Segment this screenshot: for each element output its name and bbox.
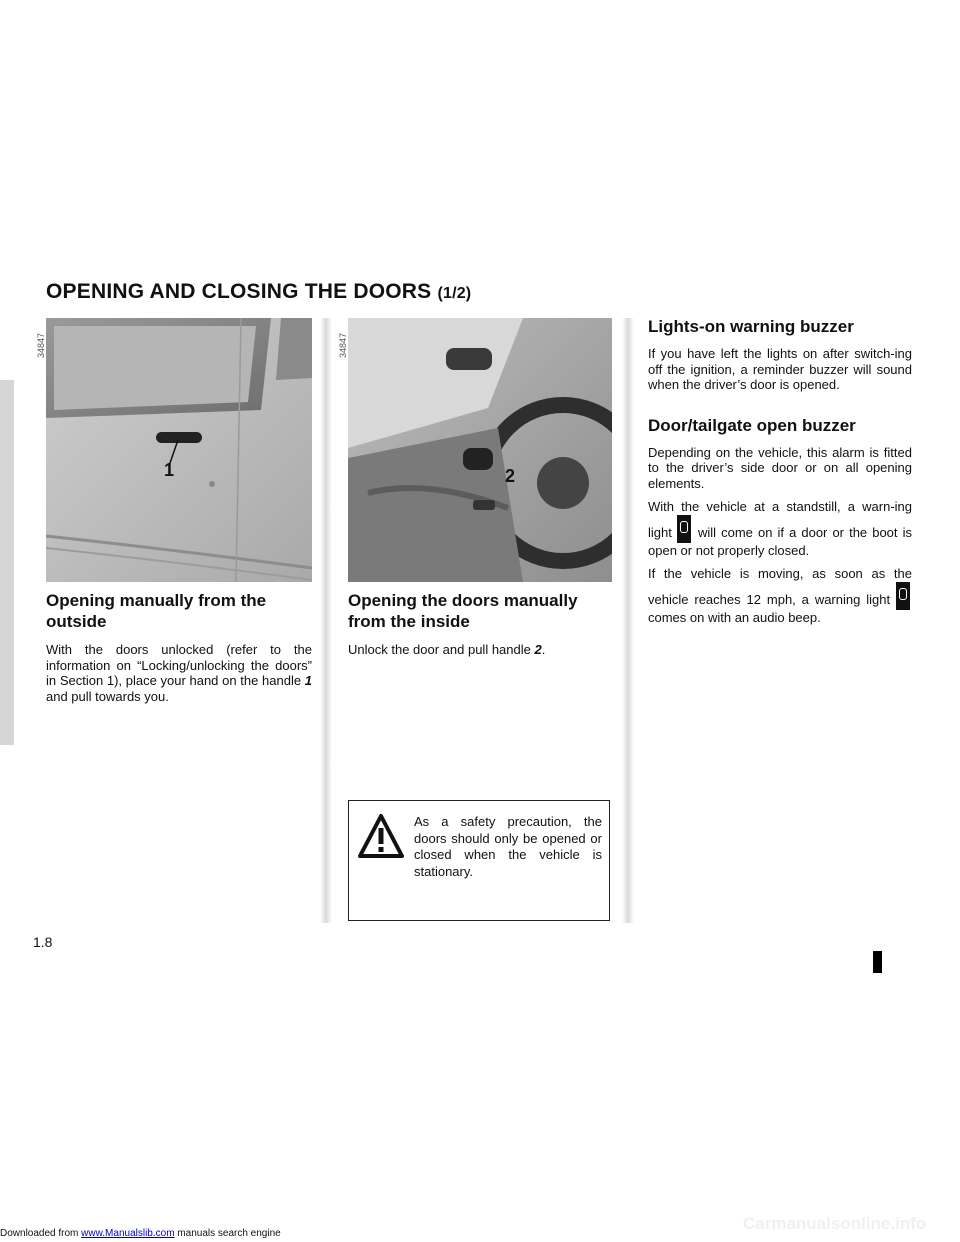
door-exterior-photo <box>46 318 312 582</box>
section-paragraph: If the vehicle is moving, as soon as the vehicle reaches 12 mph, a warning light comes on with an audio beep. <box>648 566 912 625</box>
section-outside <box>46 590 312 704</box>
section-paragraph: If you have left the lights on after switch-ing off the ignition, a reminder buzzer will sound when the driver’s door is opened. <box>648 346 912 392</box>
section-heading: Opening manually from the outside <box>46 591 267 631</box>
page-number: 1.8 <box>33 934 53 950</box>
door-open-warning-light-icon <box>896 582 910 610</box>
warning-triangle-icon <box>358 814 404 863</box>
page-title <box>46 280 471 304</box>
section-paragraph: With the doors unlocked (refer to the information on “Locking/unlocking the doors” in Section 1), place your hand on the handle 1 and pull towards you. <box>46 642 312 704</box>
title-text: OPENING AND CLOSING THE DOORS <box>46 280 432 303</box>
section-tab <box>0 380 14 745</box>
door-interior-photo <box>348 318 612 582</box>
section-inside <box>348 590 610 658</box>
section-buzzers <box>648 316 912 625</box>
photo-code: 34847 <box>36 332 46 358</box>
column-divider <box>320 318 332 923</box>
section-paragraph: With the vehicle at a standstill, a warn-ing light will come on if a door or the boot is open or not properly closed. <box>648 499 912 558</box>
section-paragraph: Unlock the door and pull handle 2. <box>348 642 546 657</box>
callout-2: 2 <box>505 466 516 486</box>
watermark: Carmanualsonline.info <box>743 1214 927 1233</box>
section-heading: Door/tailgate open buzzer <box>648 415 856 435</box>
section-heading: Lights-on warning buzzer <box>648 317 854 336</box>
handle-ref: 2 <box>534 642 542 657</box>
end-of-section-mark <box>873 951 882 973</box>
callout-1: 1 <box>164 460 175 480</box>
handle-ref: 1 <box>304 673 312 688</box>
column-divider <box>622 318 634 923</box>
section-heading: Opening the doors manually from the inside <box>348 591 578 631</box>
section-paragraph: Depending on the vehicle, this alarm is fitted to the driver’s side door or on all opening elements. <box>648 444 912 491</box>
photo-code: 34847 <box>338 332 348 358</box>
download-footer: Downloaded from www.Manualslib.com manuals search engine <box>0 1228 281 1239</box>
manualslib-link[interactable]: www.Manualslib.com <box>81 1228 175 1239</box>
title-part: (1/2) <box>437 285 472 302</box>
warning-text: As a safety precaution, the doors should only be opened or closed when the vehicle is stationary. <box>414 814 602 879</box>
door-open-warning-light-icon <box>677 515 691 543</box>
